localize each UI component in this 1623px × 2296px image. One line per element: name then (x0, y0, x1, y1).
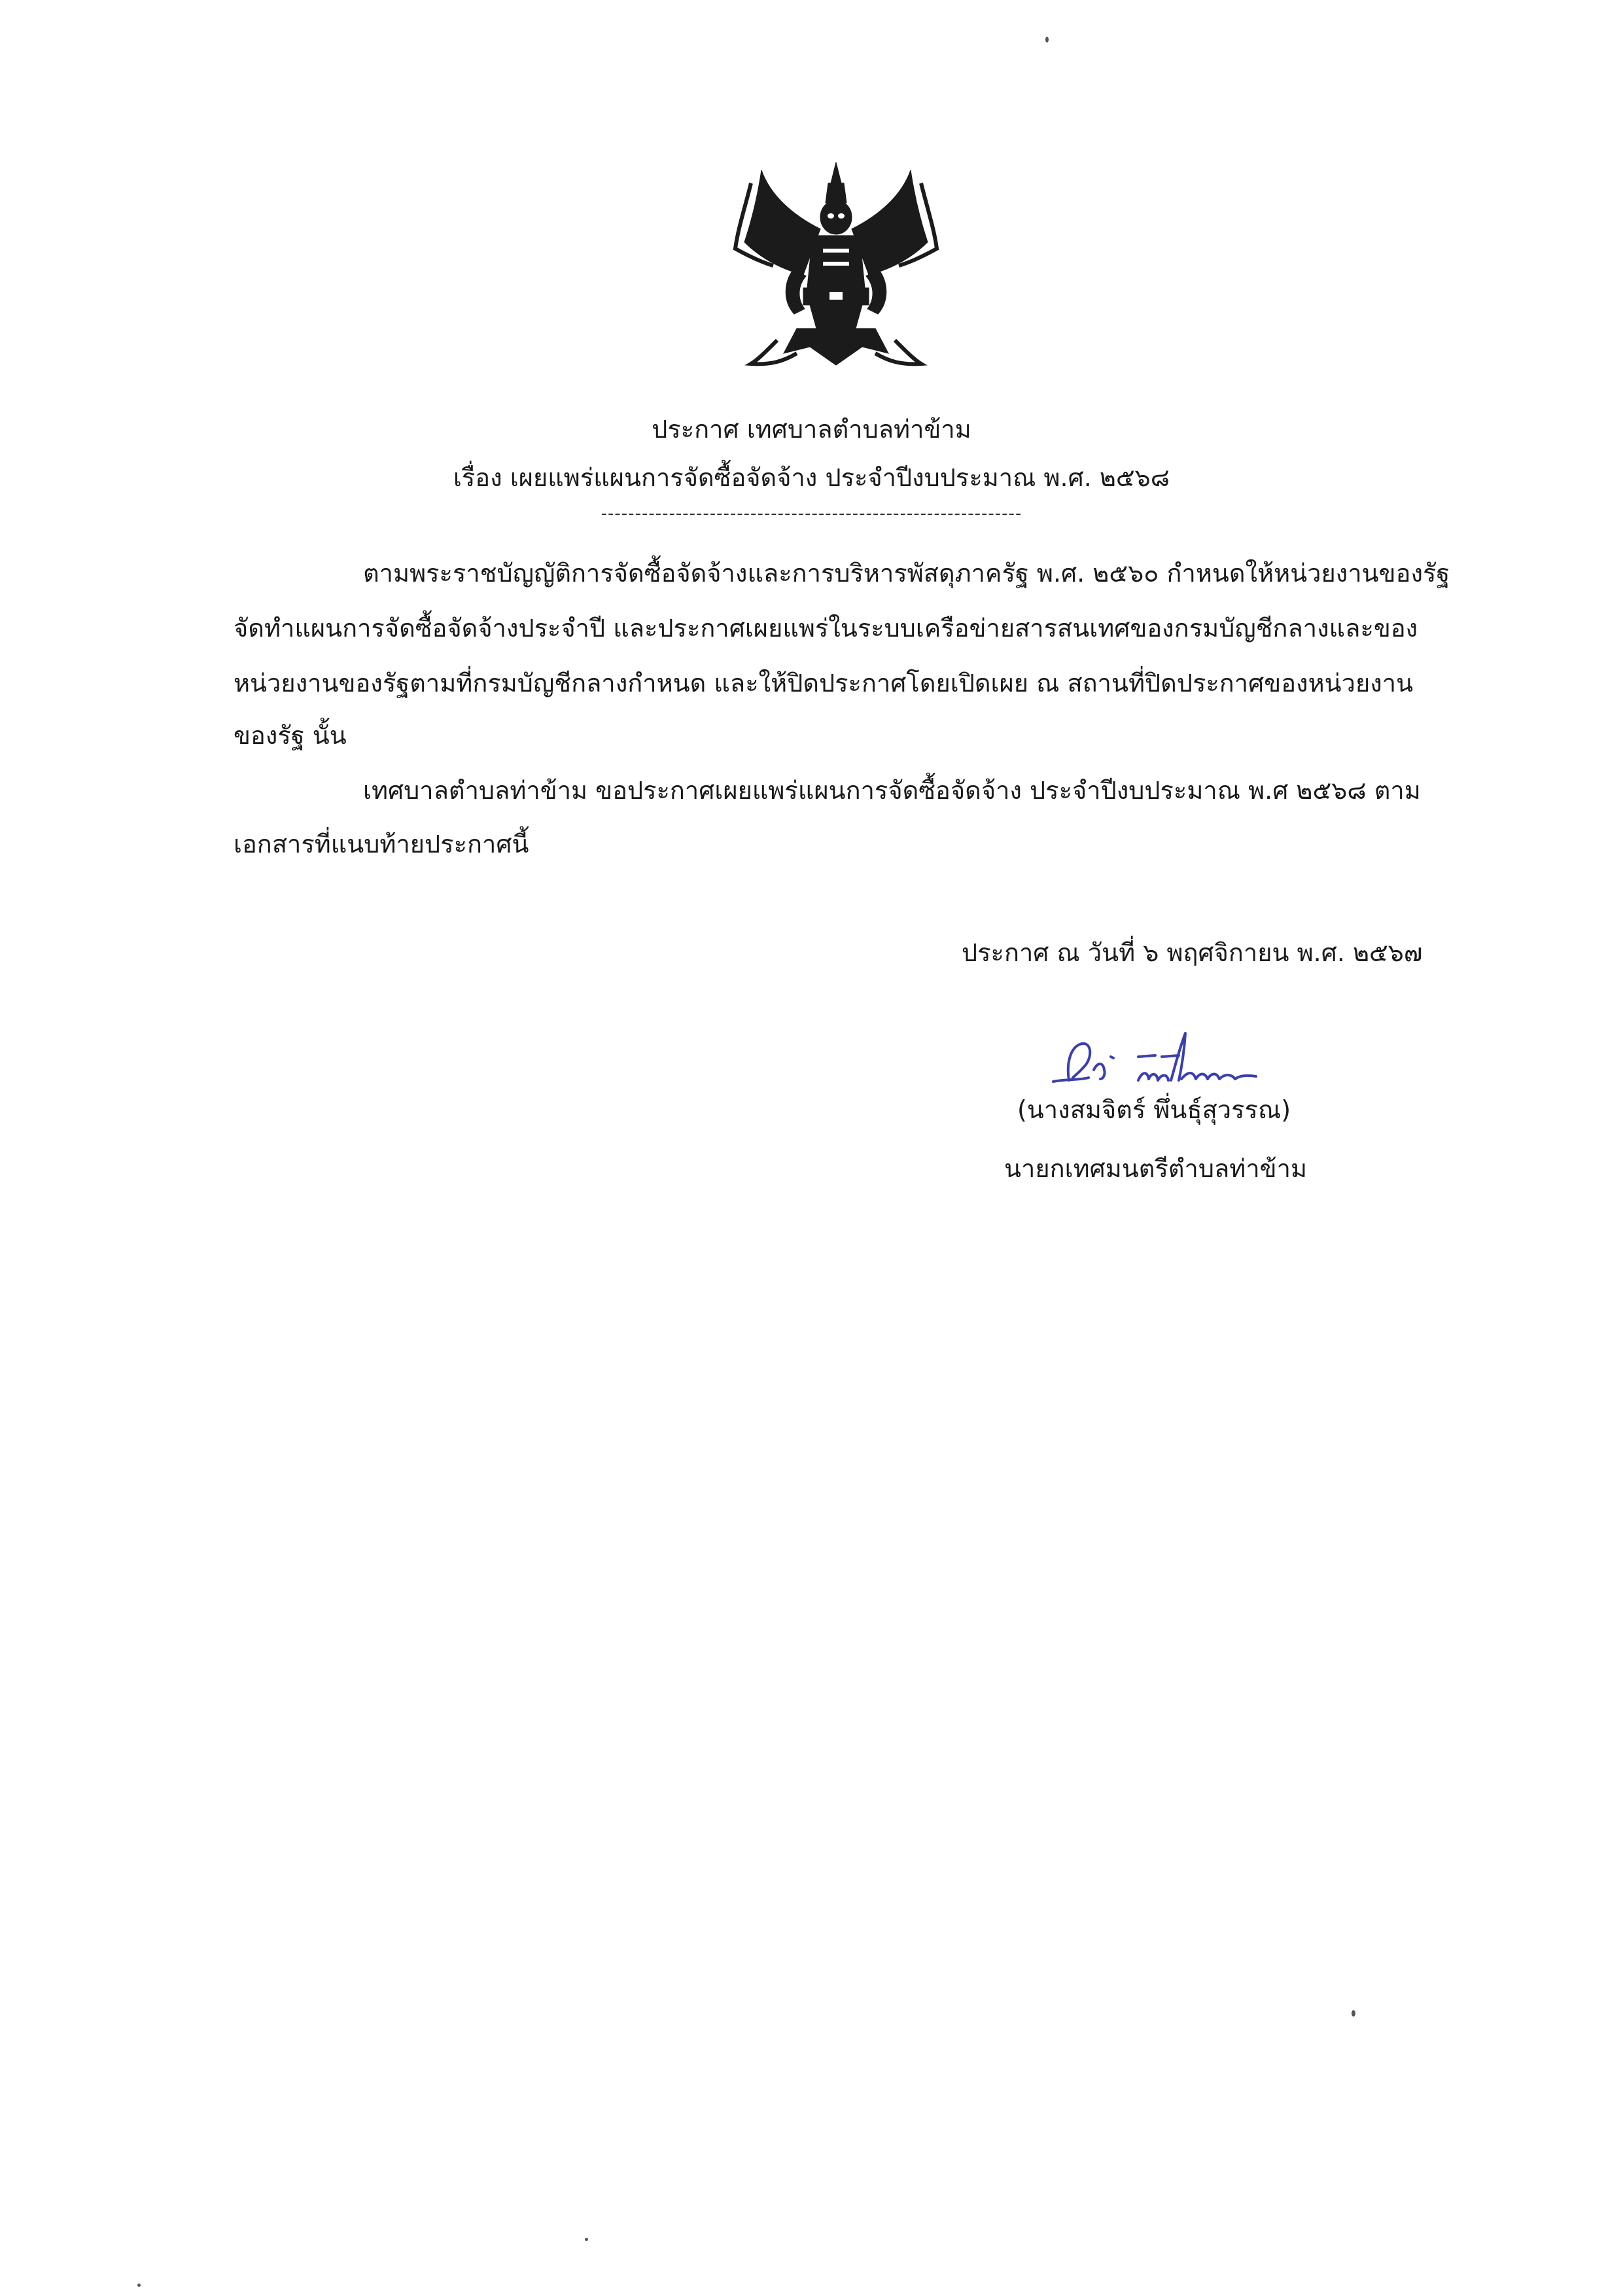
scan-speck (1045, 37, 1049, 43)
signer-name: (นางสมจิตร์ พึ่นธุ์สุวรรณ) (1017, 1095, 1291, 1124)
scan-speck (1352, 2010, 1355, 2017)
paragraph-2-line-1: เทศบาลตำบลท่าข้าม ขอประกาศเผยแพร่แผนการจัดซื้อจัดจ้าง ประจำปีงบประมาณ พ.ศ ๒๕๖๘ ตาม (363, 776, 1421, 805)
signer-title: นายกเทศมนตรีตำบลท่าข้าม (1004, 1154, 1308, 1183)
scan-speck (137, 2284, 141, 2287)
handwritten-signature (1040, 1024, 1282, 1096)
announcement-subject: เรื่อง เผยแพร่แผนการจัดซื้อจัดจ้าง ประจำปีงบประมาณ พ.ศ. ๒๕๖๘ (453, 463, 1170, 492)
announcement-date: ประกาศ ณ วันที่ ๖ พฤศจิกายน พ.ศ. ๒๕๖๗ (962, 938, 1423, 967)
paragraph-1-line-1: ตามพระราชบัญญัติการจัดซื้อจัดจ้างและการบริหารพัสดุภาครัฐ พ.ศ. ๒๕๖๐ กำหนดให้หน่วยงานของรัฐ (363, 559, 1450, 588)
heading-divider: -------------------------------------------------------------- (601, 504, 1022, 523)
scan-speck (585, 2238, 588, 2241)
announcement-title: ประกาศ เทศบาลตำบลท่าข้าม (652, 415, 971, 444)
garuda-emblem-icon (731, 157, 941, 373)
paragraph-2-line-2: เอกสารที่แนบท้ายประกาศนี้ (234, 830, 529, 858)
paragraph-1-line-2: จัดทำแผนการจัดซื้อจัดจ้างประจำปี และประกาศเผยแพร่ในระบบเครือข่ายสารสนเทศของกรมบัญชีกลางและของ (234, 614, 1418, 643)
paragraph-1-line-4: ของรัฐ นั้น (234, 721, 347, 750)
paragraph-1-line-3: หน่วยงานของรัฐตามที่กรมบัญชีกลางกำหนด และให้ปิดประกาศโดยเปิดเผย ณ สถานที่ปิดประกาศของหน่วยงาน (234, 669, 1414, 698)
